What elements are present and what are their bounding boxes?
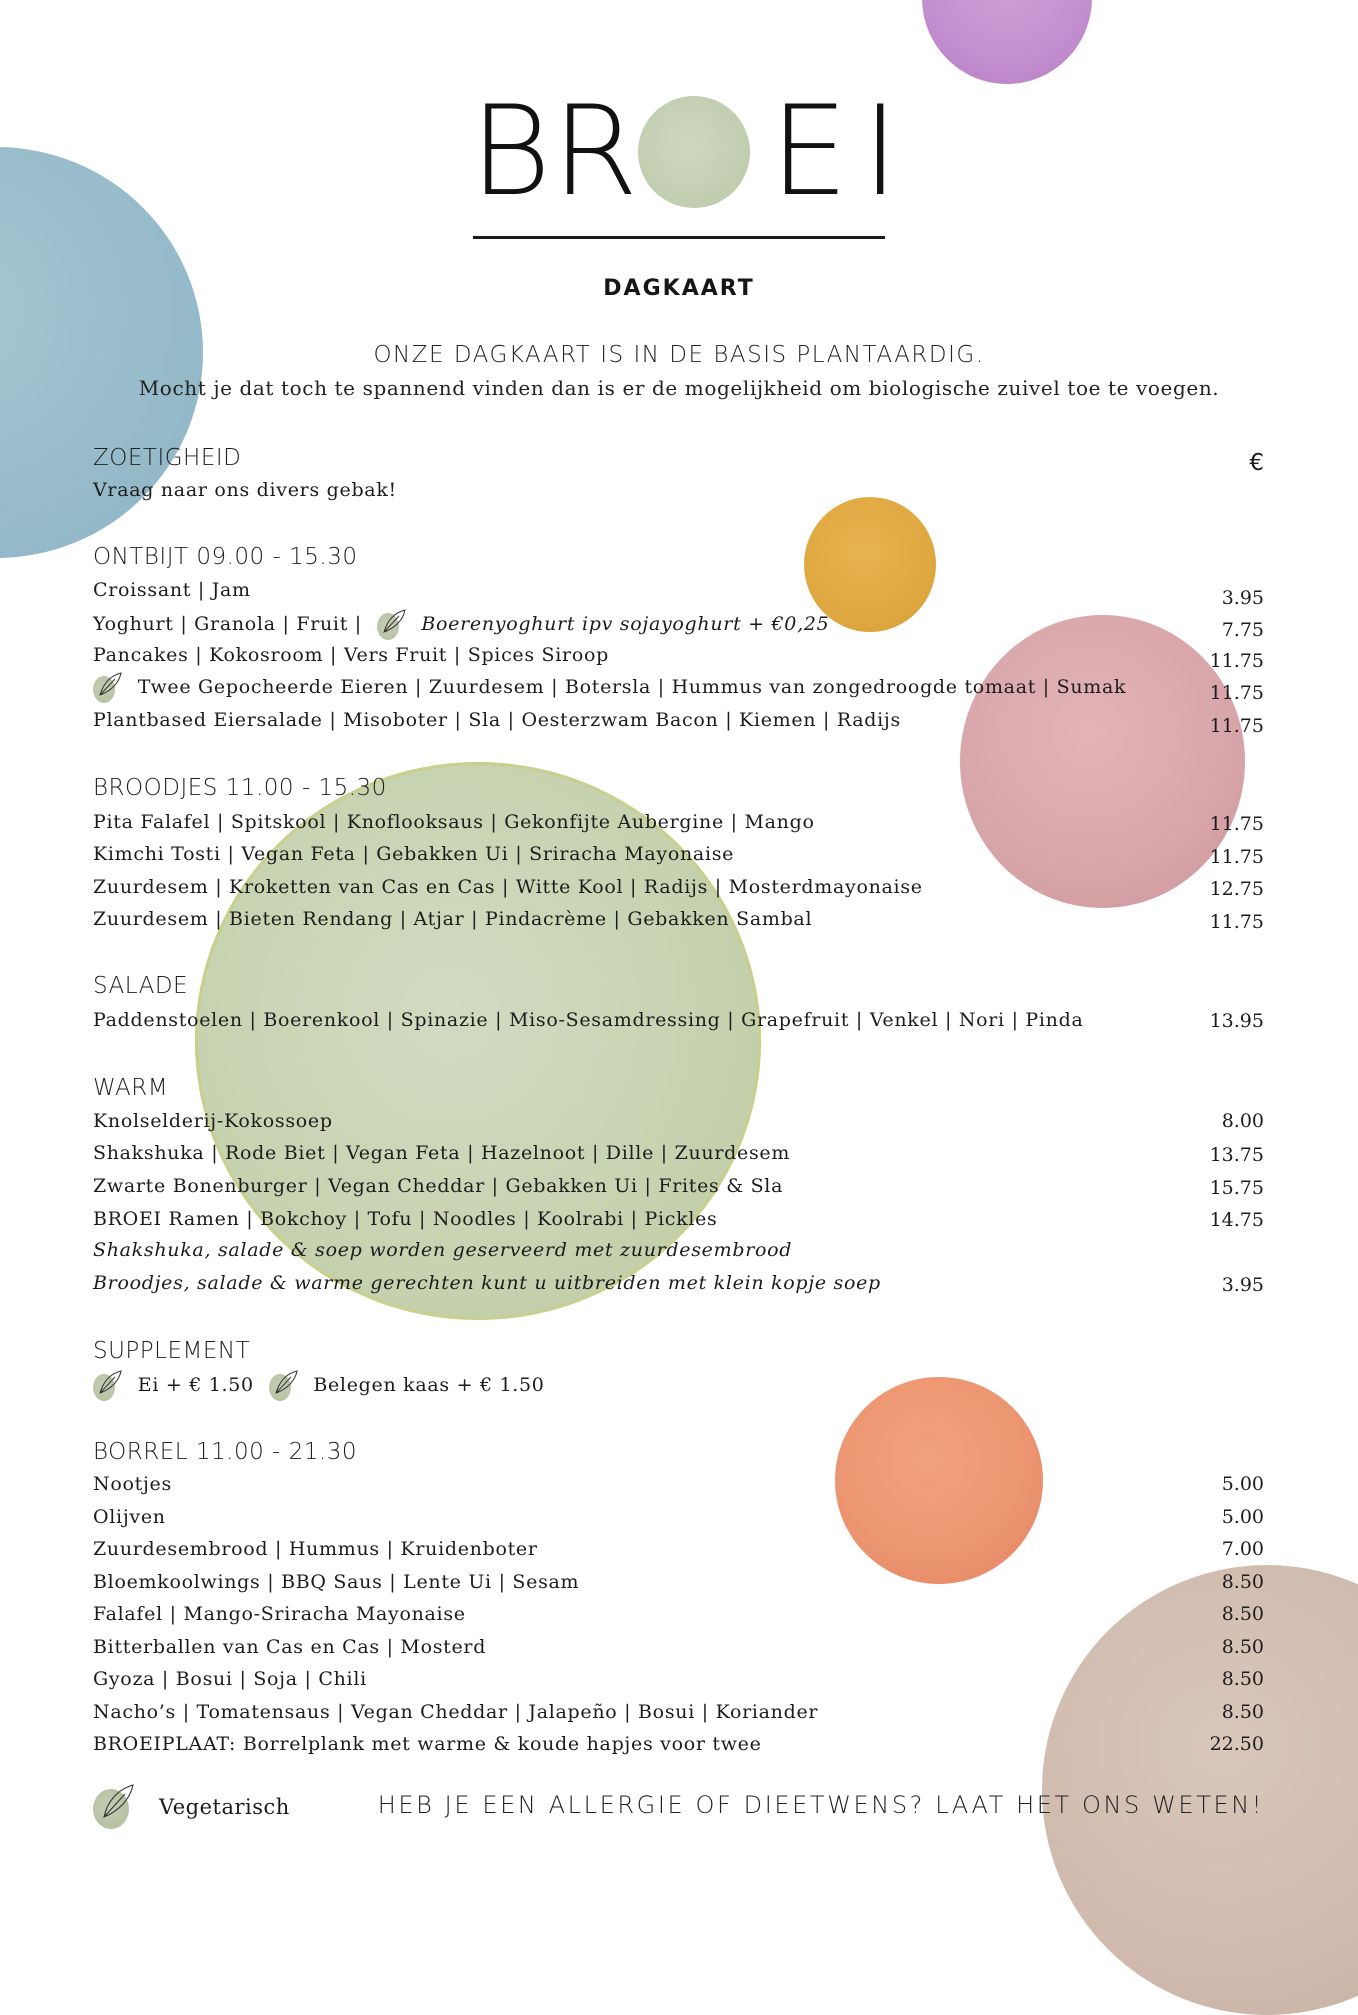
menu-item-price: 11.75 xyxy=(1209,911,1264,933)
menu-item-price: 13.95 xyxy=(1209,1010,1264,1032)
menu-item-price: 14.75 xyxy=(1209,1209,1264,1231)
menu-item: Plantbased Eiersalade | Misoboter | Sla | Oesterzwam Bacon | Kiemen | Radijs xyxy=(93,709,901,731)
menu-item: Nootjes xyxy=(93,1473,172,1495)
menu-item: Zuurdesem | Bieten Rendang | Atjar | Pindacrème | Gebakken Sambal xyxy=(93,908,813,930)
section-title-zoetigheid: ZOETIGHEID xyxy=(93,445,242,471)
logo-letter-e: E xyxy=(770,80,849,224)
menu-item-price: 8.50 xyxy=(1221,1636,1264,1658)
leaf-icon xyxy=(93,1783,135,1829)
menu-item-price: 7.00 xyxy=(1221,1538,1264,1560)
menu-item: BROEIPLAAT: Borrelplank met warme & koude hapjes voor twee xyxy=(93,1733,762,1755)
menu-item: Gyoza | Bosui | Soja | Chili xyxy=(93,1668,367,1690)
menu-item-note: Boerenyoghurt ipv sojayoghurt + €0,25 xyxy=(421,613,830,635)
menu-item: BROEI Ramen | Bokchoy | Tofu | Noodles | Koolrabi | Pickles xyxy=(93,1208,718,1230)
menu-item-price: 3.95 xyxy=(1221,587,1264,609)
menu-item: Kimchi Tosti | Vegan Feta | Gebakken Ui | Sriracha Mayonaise xyxy=(93,843,735,865)
footer xyxy=(93,1783,1273,1829)
intro-heading: ONZE DAGKAART IS IN DE BASIS PLANTAARDIG. xyxy=(373,342,985,368)
menu-item: Shakshuka | Rode Biet | Vegan Feta | Hazelnoot | Dille | Zuurdesem xyxy=(93,1142,791,1164)
menu-note: Shakshuka, salade & soep worden geserveerd met zuurdesembrood xyxy=(93,1239,793,1261)
menu-item xyxy=(93,673,1126,703)
menu-item-price: 15.75 xyxy=(1209,1177,1264,1199)
currency-header: € xyxy=(1249,450,1264,476)
logo-letter-r: R xyxy=(552,80,639,224)
menu-item-price: 8.50 xyxy=(1221,1603,1264,1625)
watercolor-circle-orange xyxy=(835,1377,1043,1584)
section-title-ontbijt: ONTBIJT 09.00 - 15.30 xyxy=(93,544,358,570)
section-title-salade: SALADE xyxy=(93,973,189,999)
legend-label-vegetarisch: Vegetarisch xyxy=(159,1795,290,1819)
allergy-note: HEB JE EEN ALLERGIE OF DIEETWENS? LAAT HET ONS WETEN! xyxy=(377,1791,1264,1819)
menu-item-price: 12.75 xyxy=(1209,878,1264,900)
section-title-borrel: BORREL 11.00 - 21.30 xyxy=(93,1439,357,1465)
menu-item: Falafel | Mango-Sriracha Mayonaise xyxy=(93,1603,466,1625)
watercolor-circle-pink xyxy=(960,615,1245,908)
logo-letter-b: B xyxy=(470,80,552,224)
menu-item-price: 8.50 xyxy=(1221,1701,1264,1723)
menu-item-price: 11.75 xyxy=(1209,715,1264,737)
menu-item: Bloemkoolwings | BBQ Saus | Lente Ui | Sesam xyxy=(93,1571,580,1593)
menu-item: Pita Falafel | Spitskool | Knoflooksaus | Gekonfijte Aubergine | Mango xyxy=(93,811,815,833)
logo-underline-divider xyxy=(473,236,885,239)
menu-item xyxy=(93,610,829,640)
menu-item: Paddenstoelen | Boerenkool | Spinazie | Miso-Sesamdressing | Grapefruit | Venkel | Nori | Pinda xyxy=(93,1009,1084,1031)
leaf-icon xyxy=(93,673,123,703)
menu-item: Pancakes | Kokosroom | Vers Fruit | Spices Siroop xyxy=(93,644,609,666)
menu-item-price: 3.95 xyxy=(1221,1274,1264,1296)
menu-item-price: 11.75 xyxy=(1209,846,1264,868)
supplement-item: Belegen kaas + € 1.50 xyxy=(313,1374,545,1396)
menu-note: Broodjes, salade & warme gerechten kunt u uitbreiden met klein kopje soep xyxy=(93,1272,881,1294)
menu-item: Knolselderij-Kokossoep xyxy=(93,1110,333,1132)
leaf-icon xyxy=(269,1371,299,1401)
logo-o-circle-icon xyxy=(638,96,750,208)
page-title: DAGKAART xyxy=(603,276,755,301)
section-title-warm: WARM xyxy=(93,1075,169,1101)
menu-item-price: 11.75 xyxy=(1209,813,1264,835)
intro-text: Mocht je dat toch te spannend vinden dan is er de mogelijkheid om biologische zuivel toe te voegen. xyxy=(138,376,1220,400)
menu-item-price: 11.75 xyxy=(1209,682,1264,704)
menu-item-name: Twee Gepocheerde Eieren | Zuurdesem | Botersla | Hummus van zongedroogde tomaat | Sumak xyxy=(137,676,1127,698)
menu-item-price: 11.75 xyxy=(1209,650,1264,672)
section-title-broodjes: BROODJES 11.00 - 15.30 xyxy=(93,775,387,801)
menu-item-price: 8.50 xyxy=(1221,1571,1264,1593)
watercolor-circle-purple xyxy=(922,0,1092,84)
menu-item-price: 7.75 xyxy=(1221,619,1264,641)
menu-item-price: 8.50 xyxy=(1221,1668,1264,1690)
menu-item: Bitterballen van Cas en Cas | Mosterd xyxy=(93,1636,487,1658)
menu-item-price: 22.50 xyxy=(1209,1733,1264,1755)
broei-logo xyxy=(470,80,899,224)
leaf-icon xyxy=(93,1371,123,1401)
supplement-list xyxy=(93,1371,545,1401)
supplement-item: Ei + € 1.50 xyxy=(137,1374,254,1396)
menu-item-name: Yoghurt | Granola | Fruit | xyxy=(93,613,362,635)
logo-letter-i: I xyxy=(862,80,899,224)
menu-item: Zwarte Bonenburger | Vegan Cheddar | Gebakken Ui | Frites & Sla xyxy=(93,1175,784,1197)
menu-item: Croissant | Jam xyxy=(93,579,251,601)
menu-item: Vraag naar ons divers gebak! xyxy=(93,479,397,501)
menu-item-price: 5.00 xyxy=(1221,1506,1264,1528)
menu-item: Zuurdesembrood | Hummus | Kruidenboter xyxy=(93,1538,538,1560)
menu-item-price: 5.00 xyxy=(1221,1473,1264,1495)
section-title-supplement: SUPPLEMENT xyxy=(93,1338,251,1364)
menu-item-price: 8.00 xyxy=(1221,1110,1264,1132)
leaf-icon xyxy=(377,610,407,640)
menu-item: Zuurdesem | Kroketten van Cas en Cas | Witte Kool | Radijs | Mosterdmayonaise xyxy=(93,876,923,898)
menu-item: Olijven xyxy=(93,1506,166,1528)
menu-item: Nacho’s | Tomatensaus | Vegan Cheddar | Jalapeño | Bosui | Koriander xyxy=(93,1701,819,1723)
menu-item-price: 13.75 xyxy=(1209,1144,1264,1166)
